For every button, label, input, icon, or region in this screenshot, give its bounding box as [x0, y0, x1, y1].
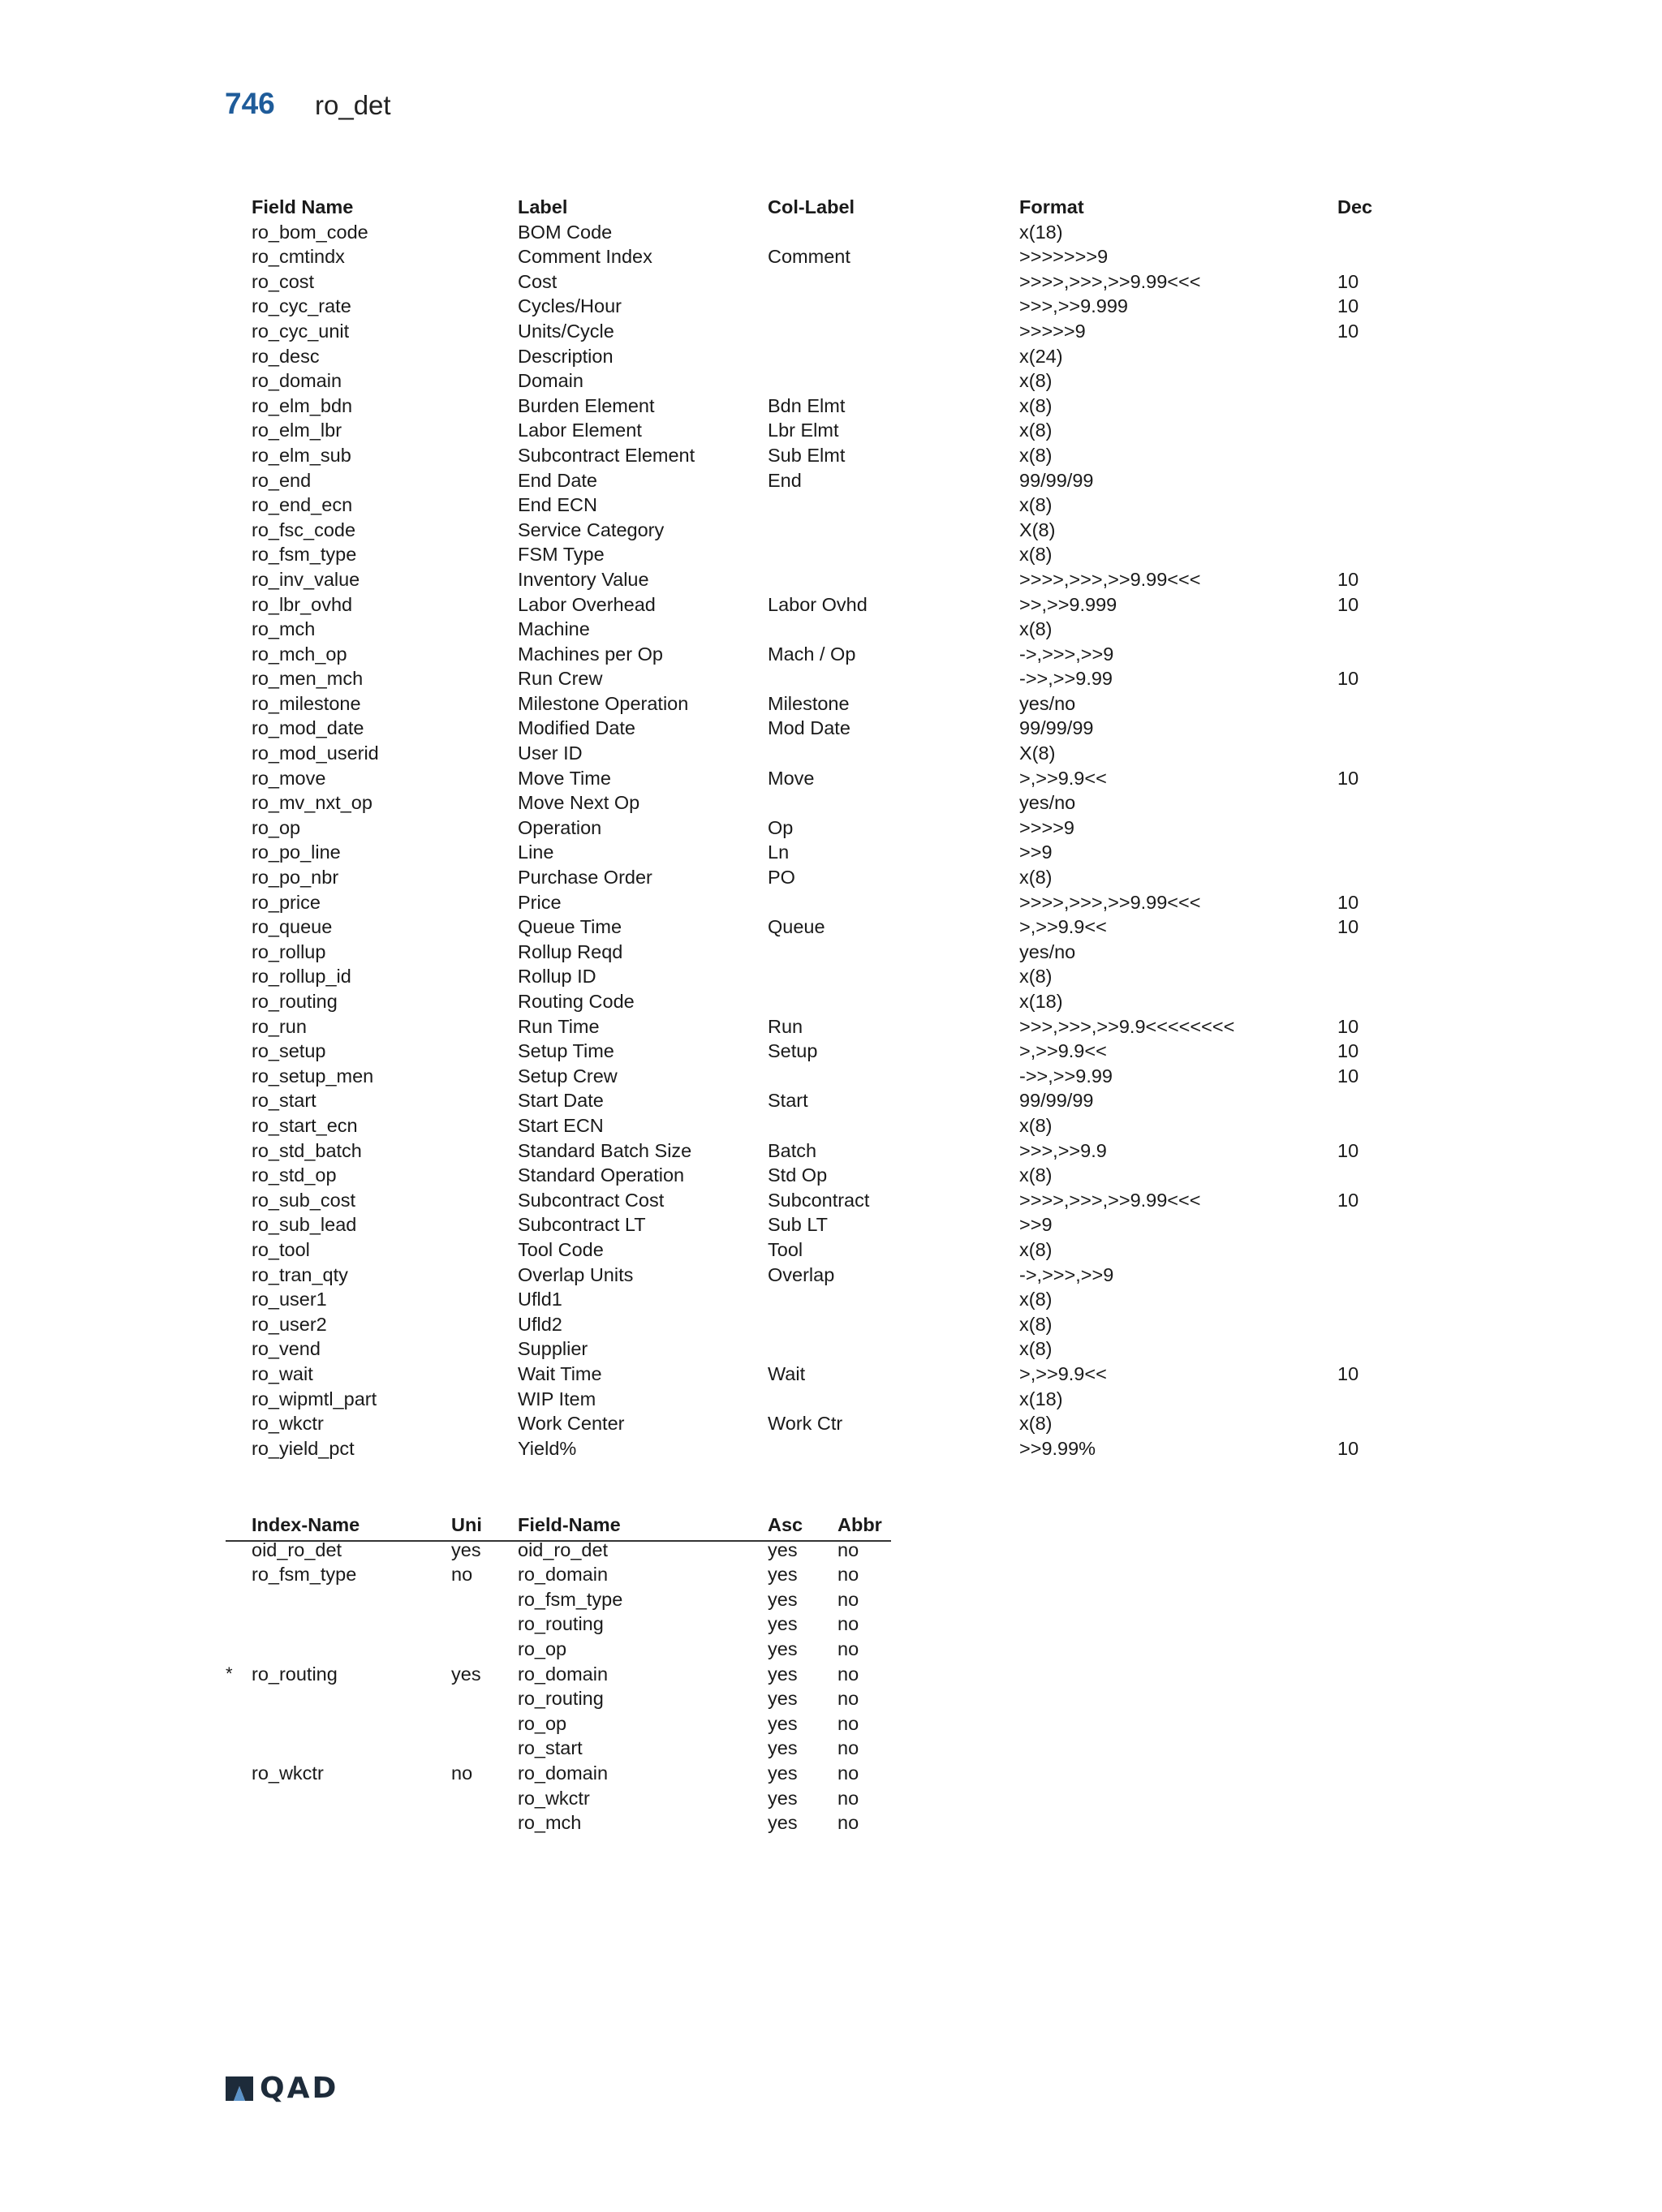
- format-cell: >,>>9.9<<: [1019, 1362, 1107, 1384]
- abbr-cell: no: [837, 1539, 859, 1560]
- col-label-cell: End: [768, 469, 802, 491]
- index-row: [226, 1736, 891, 1761]
- index-row: [226, 1810, 891, 1835]
- abbr-cell: no: [837, 1787, 859, 1809]
- label-cell: Standard Batch Size: [518, 1139, 692, 1161]
- field-name-cell: ro_end_ecn: [252, 494, 353, 516]
- label-cell: Inventory Value: [518, 568, 649, 590]
- format-cell: >>>>,>>>,>>9.99<<<: [1019, 568, 1201, 590]
- header-dec: Dec: [1337, 196, 1373, 217]
- page-title: ro_det: [315, 90, 391, 120]
- label-cell: Subcontract Element: [518, 444, 695, 466]
- label-cell: Domain: [518, 370, 583, 392]
- col-label-cell: Comment: [768, 246, 850, 268]
- field-name-cell: ro_mch: [252, 618, 316, 640]
- format-cell: ->,>>>,>>9: [1019, 1263, 1114, 1285]
- asc-cell: yes: [768, 1564, 798, 1586]
- index-field-cell: ro_routing: [518, 1613, 604, 1635]
- label-cell: Rollup ID: [518, 966, 596, 988]
- format-cell: x(8): [1019, 867, 1053, 889]
- label-cell: Start Date: [518, 1090, 604, 1112]
- field-name-cell: ro_run: [252, 1015, 307, 1037]
- field-name-cell: ro_op: [252, 816, 301, 838]
- field-name-cell: ro_elm_lbr: [252, 420, 342, 441]
- header-abbr: Abbr: [837, 1514, 882, 1535]
- dec-cell: 10: [1337, 1362, 1359, 1384]
- field-name-cell: ro_domain: [252, 370, 342, 392]
- index-row: [226, 1786, 891, 1811]
- format-cell: >>>>9: [1019, 816, 1074, 838]
- label-cell: Description: [518, 345, 614, 367]
- label-cell: Machine: [518, 618, 590, 640]
- field-name-cell: ro_bom_code: [252, 221, 368, 243]
- label-cell: Labor Overhead: [518, 593, 656, 615]
- uni-cell: yes: [451, 1539, 481, 1560]
- label-cell: Cycles/Hour: [518, 295, 622, 317]
- label-cell: Cost: [518, 270, 558, 292]
- label-cell: Wait Time: [518, 1362, 602, 1384]
- label-cell: End ECN: [518, 494, 597, 516]
- format-cell: >>>,>>9.9: [1019, 1139, 1107, 1161]
- format-cell: >,>>9.9<<: [1019, 916, 1107, 938]
- index-table: [226, 1513, 891, 1835]
- dec-cell: 10: [1337, 568, 1359, 590]
- field-name-cell: ro_vend: [252, 1338, 321, 1360]
- dec-cell: 10: [1337, 668, 1359, 690]
- index-field-cell: ro_domain: [518, 1762, 609, 1784]
- col-label-cell: Run: [768, 1015, 803, 1037]
- col-label-cell: Sub LT: [768, 1214, 829, 1236]
- format-cell: >>,>>9.999: [1019, 593, 1117, 615]
- asc-cell: yes: [768, 1663, 798, 1685]
- abbr-cell: no: [837, 1588, 859, 1610]
- label-cell: WIP Item: [518, 1388, 596, 1409]
- format-cell: yes/no: [1019, 940, 1076, 962]
- field-name-cell: ro_desc: [252, 345, 320, 367]
- label-cell: Routing Code: [518, 991, 635, 1012]
- col-label-cell: Subcontract: [768, 1189, 870, 1211]
- header-uni: Uni: [451, 1514, 482, 1535]
- header-format: Format: [1019, 196, 1084, 217]
- format-cell: x(8): [1019, 444, 1053, 466]
- qad-logo-text: QAD: [260, 2072, 339, 2105]
- asc-cell: yes: [768, 1613, 798, 1635]
- label-cell: Milestone Operation: [518, 692, 689, 714]
- format-cell: >>9.99%: [1019, 1437, 1096, 1459]
- label-cell: User ID: [518, 742, 583, 764]
- dec-cell: 10: [1337, 1040, 1359, 1062]
- format-cell: x(8): [1019, 1114, 1053, 1136]
- dec-cell: 10: [1337, 1065, 1359, 1087]
- label-cell: End Date: [518, 469, 597, 491]
- index-field-cell: ro_op: [518, 1712, 567, 1734]
- format-cell: >,>>9.9<<: [1019, 767, 1107, 789]
- index-name-cell: ro_wkctr: [252, 1762, 324, 1784]
- label-cell: Standard Operation: [518, 1164, 685, 1186]
- format-cell: x(18): [1019, 221, 1063, 243]
- abbr-cell: no: [837, 1637, 859, 1659]
- label-cell: Machines per Op: [518, 643, 663, 665]
- asc-cell: yes: [768, 1539, 798, 1560]
- dec-cell: 10: [1337, 1015, 1359, 1037]
- format-cell: x(8): [1019, 1413, 1053, 1435]
- field-name-cell: ro_mod_date: [252, 717, 364, 739]
- label-cell: Setup Time: [518, 1040, 614, 1062]
- index-row: [226, 1612, 891, 1637]
- asc-cell: yes: [768, 1688, 798, 1710]
- field-name-cell: ro_routing: [252, 991, 338, 1012]
- format-cell: x(8): [1019, 394, 1053, 416]
- label-cell: Run Time: [518, 1015, 600, 1037]
- label-cell: Work Center: [518, 1413, 625, 1435]
- field-name-cell: ro_yield_pct: [252, 1437, 355, 1459]
- format-cell: 99/99/99: [1019, 469, 1094, 491]
- format-cell: >>9: [1019, 841, 1053, 863]
- label-cell: Ufld1: [518, 1289, 562, 1310]
- field-name-cell: ro_std_batch: [252, 1139, 362, 1161]
- index-header-rule: [226, 1540, 891, 1542]
- field-name-cell: ro_sub_lead: [252, 1214, 357, 1236]
- format-cell: >>>,>>>,>>9.9<<<<<<<<: [1019, 1015, 1235, 1037]
- format-cell: X(8): [1019, 742, 1056, 764]
- col-label-cell: Setup: [768, 1040, 818, 1062]
- label-cell: Purchase Order: [518, 867, 652, 889]
- index-field-cell: oid_ro_det: [518, 1539, 609, 1560]
- qad-logo: [224, 2074, 338, 2103]
- label-cell: Tool Code: [518, 1238, 604, 1260]
- col-label-cell: Queue: [768, 916, 825, 938]
- uni-cell: no: [451, 1762, 473, 1784]
- format-cell: >>>>,>>>,>>9.99<<<: [1019, 891, 1201, 913]
- index-row: [226, 1686, 891, 1711]
- format-cell: x(18): [1019, 1388, 1063, 1409]
- field-name-cell: ro_milestone: [252, 692, 361, 714]
- field-name-cell: ro_fsc_code: [252, 519, 356, 540]
- asc-cell: yes: [768, 1762, 798, 1784]
- col-label-cell: Mod Date: [768, 717, 850, 739]
- header-field-name: Field Name: [252, 196, 354, 217]
- abbr-cell: no: [837, 1762, 859, 1784]
- col-label-cell: Start: [768, 1090, 808, 1112]
- col-label-cell: Mach / Op: [768, 643, 856, 665]
- label-cell: Labor Element: [518, 420, 642, 441]
- index-field-cell: ro_start: [518, 1737, 583, 1759]
- format-cell: x(8): [1019, 618, 1053, 640]
- format-cell: x(8): [1019, 1313, 1053, 1335]
- dec-cell: 10: [1337, 320, 1359, 342]
- dec-cell: 10: [1337, 767, 1359, 789]
- header-index-field-name: Field-Name: [518, 1514, 621, 1535]
- format-cell: x(8): [1019, 1338, 1053, 1360]
- header-col-label: Col-Label: [768, 196, 855, 217]
- field-name-cell: ro_fsm_type: [252, 544, 357, 566]
- field-name-cell: ro_inv_value: [252, 568, 360, 590]
- format-cell: x(8): [1019, 494, 1053, 516]
- label-cell: Move Time: [518, 767, 611, 789]
- label-cell: Burden Element: [518, 394, 655, 416]
- field-name-cell: ro_wait: [252, 1362, 313, 1384]
- header-index-name: Index-Name: [252, 1514, 360, 1535]
- asc-cell: yes: [768, 1588, 798, 1610]
- asc-cell: yes: [768, 1812, 798, 1834]
- format-cell: x(8): [1019, 420, 1053, 441]
- header-asc: Asc: [768, 1514, 803, 1535]
- label-cell: Modified Date: [518, 717, 635, 739]
- field-name-cell: ro_cyc_rate: [252, 295, 351, 317]
- col-label-cell: Lbr Elmt: [768, 420, 839, 441]
- field-name-cell: ro_rollup_id: [252, 966, 351, 988]
- field-name-cell: ro_lbr_ovhd: [252, 593, 353, 615]
- format-cell: x(24): [1019, 345, 1063, 367]
- format-cell: 99/99/99: [1019, 1090, 1094, 1112]
- dec-cell: 10: [1337, 891, 1359, 913]
- asc-cell: yes: [768, 1712, 798, 1734]
- format-cell: >>>>>9: [1019, 320, 1086, 342]
- abbr-cell: no: [837, 1663, 859, 1685]
- field-name-cell: ro_mch_op: [252, 643, 347, 665]
- col-label-cell: Milestone: [768, 692, 850, 714]
- label-cell: Service Category: [518, 519, 665, 540]
- index-field-cell: ro_fsm_type: [518, 1588, 623, 1610]
- field-name-cell: ro_men_mch: [252, 668, 364, 690]
- field-name-cell: ro_elm_bdn: [252, 394, 353, 416]
- index-row: [226, 1637, 891, 1662]
- format-cell: ->>,>>9.99: [1019, 668, 1113, 690]
- dec-cell: 10: [1337, 1189, 1359, 1211]
- field-name-cell: ro_wkctr: [252, 1413, 324, 1435]
- asc-cell: yes: [768, 1637, 798, 1659]
- field-name-cell: ro_move: [252, 767, 326, 789]
- field-name-cell: ro_mv_nxt_op: [252, 792, 372, 814]
- field-name-cell: ro_po_line: [252, 841, 341, 863]
- asc-cell: yes: [768, 1737, 798, 1759]
- primary-index-marker: *: [226, 1663, 233, 1684]
- col-label-cell: Overlap: [768, 1263, 835, 1285]
- field-name-cell: ro_elm_sub: [252, 444, 351, 466]
- format-cell: x(8): [1019, 1238, 1053, 1260]
- dec-cell: 10: [1337, 916, 1359, 938]
- dec-cell: 10: [1337, 1139, 1359, 1161]
- qad-logo-icon: [224, 2075, 255, 2102]
- uni-cell: yes: [451, 1663, 481, 1685]
- header-label: Label: [518, 196, 568, 217]
- field-name-cell: ro_po_nbr: [252, 867, 339, 889]
- col-label-cell: Move: [768, 767, 815, 789]
- field-name-cell: ro_user1: [252, 1289, 327, 1310]
- label-cell: Ufld2: [518, 1313, 562, 1335]
- index-field-cell: ro_mch: [518, 1812, 582, 1834]
- abbr-cell: no: [837, 1737, 859, 1759]
- field-name-cell: ro_setup: [252, 1040, 326, 1062]
- label-cell: BOM Code: [518, 221, 613, 243]
- col-label-cell: Bdn Elmt: [768, 394, 846, 416]
- label-cell: Rollup Reqd: [518, 940, 623, 962]
- abbr-cell: no: [837, 1564, 859, 1586]
- label-cell: Price: [518, 891, 562, 913]
- dec-cell: 10: [1337, 270, 1359, 292]
- field-name-cell: ro_queue: [252, 916, 333, 938]
- format-cell: ->>,>>9.99: [1019, 1065, 1113, 1087]
- label-cell: Move Next Op: [518, 792, 640, 814]
- col-label-cell: Work Ctr: [768, 1413, 843, 1435]
- format-cell: X(8): [1019, 519, 1056, 540]
- col-label-cell: Tool: [768, 1238, 803, 1260]
- format-cell: >>>>,>>>,>>9.99<<<: [1019, 1189, 1201, 1211]
- format-cell: x(8): [1019, 1289, 1053, 1310]
- label-cell: FSM Type: [518, 544, 605, 566]
- label-cell: Comment Index: [518, 246, 652, 268]
- format-cell: x(18): [1019, 991, 1063, 1012]
- field-name-cell: ro_cmtindx: [252, 246, 345, 268]
- col-label-cell: Std Op: [768, 1164, 828, 1186]
- col-label-cell: Op: [768, 816, 794, 838]
- format-cell: x(8): [1019, 544, 1053, 566]
- format-cell: >,>>9.9<<: [1019, 1040, 1107, 1062]
- format-cell: x(8): [1019, 370, 1053, 392]
- abbr-cell: no: [837, 1688, 859, 1710]
- field-name-cell: ro_price: [252, 891, 321, 913]
- format-cell: >>>>,>>>,>>9.99<<<: [1019, 270, 1201, 292]
- index-row: [226, 1587, 891, 1612]
- col-label-cell: Wait: [768, 1362, 806, 1384]
- index-field-cell: ro_wkctr: [518, 1787, 590, 1809]
- field-name-cell: ro_mod_userid: [252, 742, 379, 764]
- format-cell: >>>>>>>9: [1019, 246, 1109, 268]
- index-row: [226, 1662, 891, 1687]
- label-cell: Units/Cycle: [518, 320, 614, 342]
- field-name-cell: ro_rollup: [252, 940, 326, 962]
- label-cell: Line: [518, 841, 554, 863]
- index-name-cell: oid_ro_det: [252, 1539, 342, 1560]
- label-cell: Run Crew: [518, 668, 603, 690]
- format-cell: 99/99/99: [1019, 717, 1094, 739]
- field-name-cell: ro_start_ecn: [252, 1114, 358, 1136]
- col-label-cell: Batch: [768, 1139, 817, 1161]
- label-cell: Yield%: [518, 1437, 577, 1459]
- label-cell: Setup Crew: [518, 1065, 618, 1087]
- dec-cell: 10: [1337, 295, 1359, 317]
- index-name-cell: ro_fsm_type: [252, 1564, 357, 1586]
- format-cell: >>>,>>9.999: [1019, 295, 1128, 317]
- format-cell: >>9: [1019, 1214, 1053, 1236]
- format-cell: yes/no: [1019, 692, 1076, 714]
- label-cell: Subcontract LT: [518, 1214, 646, 1236]
- abbr-cell: no: [837, 1613, 859, 1635]
- dec-cell: 10: [1337, 593, 1359, 615]
- index-field-cell: ro_domain: [518, 1564, 609, 1586]
- asc-cell: yes: [768, 1787, 798, 1809]
- uni-cell: no: [451, 1564, 473, 1586]
- abbr-cell: no: [837, 1712, 859, 1734]
- col-label-cell: Sub Elmt: [768, 444, 846, 466]
- field-name-cell: ro_cyc_unit: [252, 320, 350, 342]
- label-cell: Start ECN: [518, 1114, 604, 1136]
- index-field-cell: ro_routing: [518, 1688, 604, 1710]
- col-label-cell: Ln: [768, 841, 790, 863]
- format-cell: yes/no: [1019, 792, 1076, 814]
- field-name-cell: ro_cost: [252, 270, 315, 292]
- page-number: 746: [225, 87, 275, 120]
- index-row: [226, 1562, 891, 1587]
- format-cell: x(8): [1019, 1164, 1053, 1186]
- index-field-cell: ro_domain: [518, 1663, 609, 1685]
- label-cell: Overlap Units: [518, 1263, 634, 1285]
- index-name-cell: ro_routing: [252, 1663, 338, 1685]
- label-cell: Queue Time: [518, 916, 622, 938]
- field-name-cell: ro_user2: [252, 1313, 327, 1335]
- field-name-cell: ro_setup_men: [252, 1065, 374, 1087]
- index-row: [226, 1761, 891, 1786]
- format-cell: ->,>>>,>>9: [1019, 643, 1114, 665]
- field-name-cell: ro_tran_qty: [252, 1263, 348, 1285]
- col-label-cell: PO: [768, 867, 795, 889]
- field-name-cell: ro_sub_cost: [252, 1189, 356, 1211]
- abbr-cell: no: [837, 1812, 859, 1834]
- field-name-cell: ro_end: [252, 469, 312, 491]
- index-table-header: [226, 1513, 891, 1538]
- dec-cell: 10: [1337, 1437, 1359, 1459]
- index-field-cell: ro_op: [518, 1637, 567, 1659]
- field-name-cell: ro_wipmtl_part: [252, 1388, 377, 1409]
- label-cell: Subcontract Cost: [518, 1189, 665, 1211]
- field-name-cell: ro_start: [252, 1090, 316, 1112]
- format-cell: x(8): [1019, 966, 1053, 988]
- label-cell: Operation: [518, 816, 602, 838]
- field-name-cell: ro_std_op: [252, 1164, 337, 1186]
- index-row: [226, 1711, 891, 1736]
- col-label-cell: Labor Ovhd: [768, 593, 868, 615]
- label-cell: Supplier: [518, 1338, 588, 1360]
- field-name-cell: ro_tool: [252, 1238, 310, 1260]
